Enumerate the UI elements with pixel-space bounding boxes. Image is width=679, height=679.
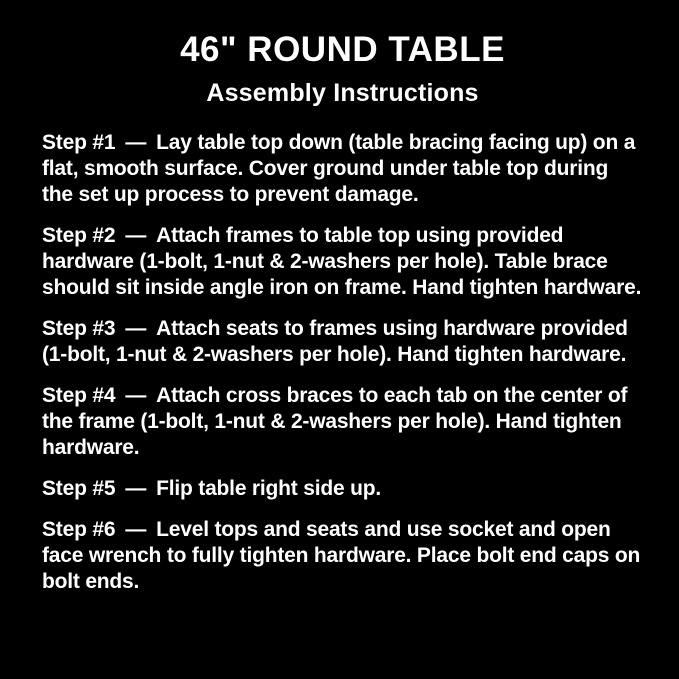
- page-subtitle: Assembly Instructions: [206, 78, 479, 107]
- step-label: Step #2: [42, 223, 116, 247]
- step-text: Attach seats to frames using hardware provided (1-bolt, 1-nut & 2-washers per hole). Hand tighten hardware.: [42, 316, 628, 366]
- step-dash: —: [125, 223, 147, 247]
- step-dash: —: [125, 476, 147, 500]
- step-text: Lay table top down (table bracing facing up) on a flat, smooth surface. Cover ground under table top during the set up process to prevent damage.: [42, 130, 636, 206]
- step-item-4: [42, 383, 643, 461]
- step-dash: —: [125, 130, 147, 154]
- step-item-1: [42, 130, 643, 208]
- poster-header: [42, 32, 643, 108]
- step-item-3: [42, 316, 643, 368]
- step-dash: —: [125, 316, 147, 340]
- step-text: Attach cross braces to each tab on the center of the frame (1-bolt, 1-nut & 2-washers per hole). Hand tighten hardware.: [42, 383, 628, 459]
- step-text: Flip table right side up.: [156, 476, 381, 500]
- step-text: Level tops and seats and use socket and open face wrench to fully tighten hardware. Place bolt end caps on bolt ends.: [42, 517, 641, 593]
- step-dash: —: [125, 383, 147, 407]
- steps-list: [42, 130, 643, 595]
- step-item-5: [42, 476, 643, 502]
- step-item-6: [42, 517, 643, 595]
- step-label: Step #6: [42, 517, 116, 541]
- step-text: Attach frames to table top using provided hardware (1-bolt, 1-nut & 2-washers per hole). Table brace should sit inside angle iron on frame. Hand tighten hardware.: [42, 223, 642, 299]
- step-label: Step #1: [42, 130, 116, 154]
- step-dash: —: [125, 517, 147, 541]
- step-label: Step #5: [42, 476, 116, 500]
- step-item-2: [42, 223, 643, 301]
- step-label: Step #4: [42, 383, 116, 407]
- step-label: Step #3: [42, 316, 116, 340]
- page-title: 46" ROUND TABLE: [180, 30, 505, 69]
